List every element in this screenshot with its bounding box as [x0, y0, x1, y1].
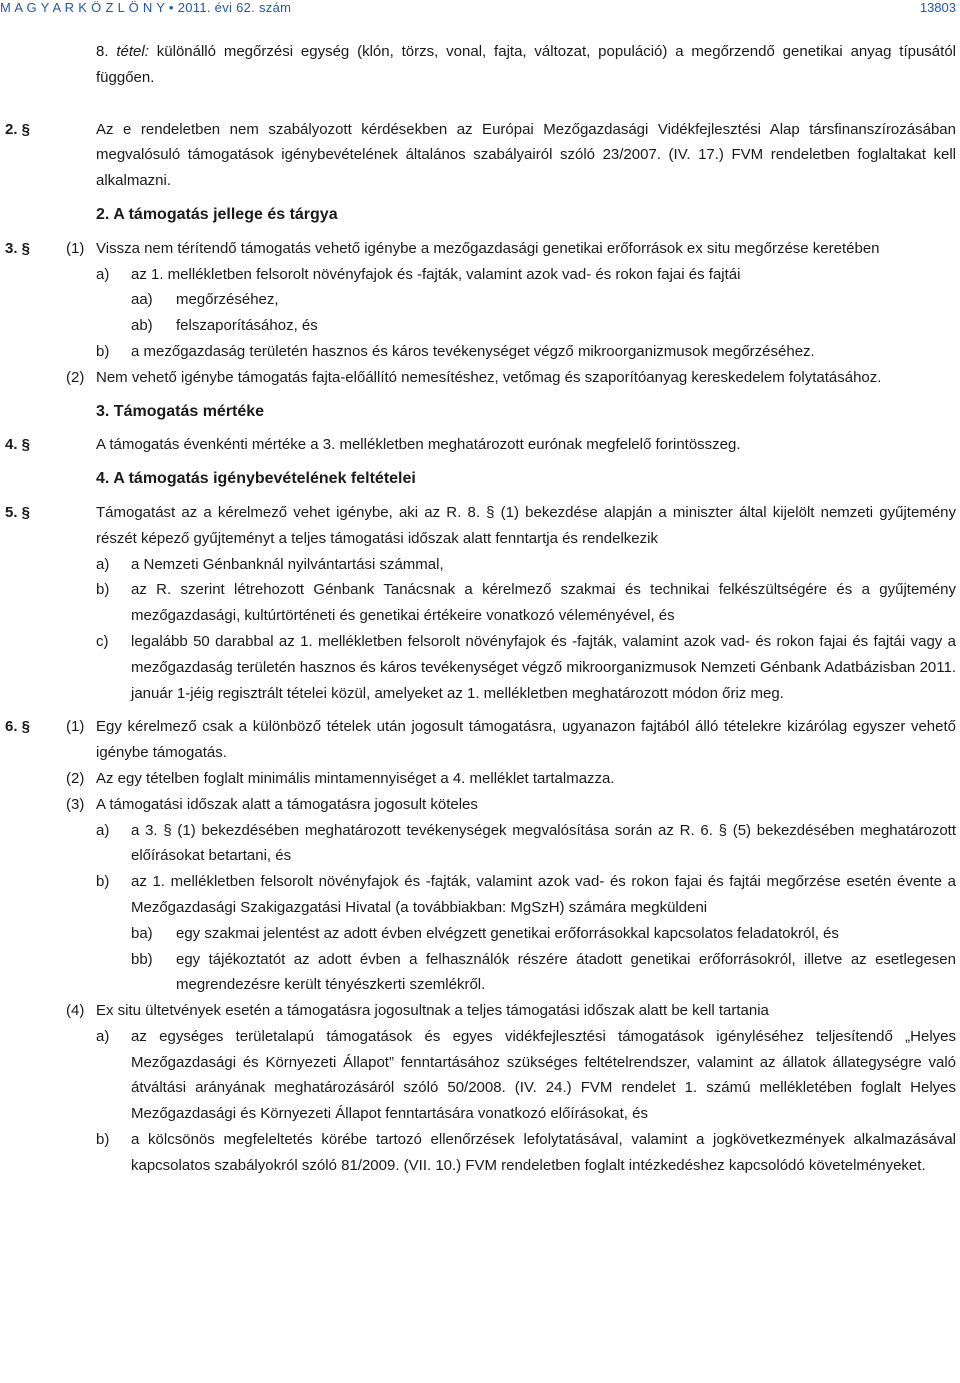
subitem-label: ba) [131, 924, 153, 942]
item-text: az R. szerint létrehozott Génbank Tanácsnak a kérelmező szakmai és technikai felkészültségére és a gyűjtemény mezőgazdasági, kultúrtörténeti és genetikai értékeire vonatkozó véleményével, és [131, 581, 956, 625]
section-6-par2-number: (2) [66, 769, 85, 787]
section-3 [0, 236, 960, 262]
item-label: a) [96, 821, 110, 839]
item-text: az 1. mellékletben felsorolt növényfajok és -fajták, valamint azok vad- és rokon fajai és fajtái [131, 265, 741, 283]
subitem-label: ab) [131, 317, 153, 335]
section-6-par4-number: (4) [66, 1002, 85, 1020]
subitem-text: felszaporításához, és [176, 317, 318, 335]
section-6-par3-text: A támogatási időszak alatt a támogatásra jogosult köteles [96, 795, 478, 813]
section-4 [0, 432, 960, 458]
point-8-term: tétel: [116, 43, 149, 60]
subitem-label: aa) [131, 291, 153, 309]
item-label: b) [96, 1131, 110, 1149]
page-header [0, 0, 960, 18]
section-2-number: 2. § [5, 120, 31, 138]
section-5-item-c [0, 629, 960, 706]
item-label: a) [96, 265, 110, 283]
subitem-text: megőrzéséhez, [176, 291, 279, 309]
section-6-par3-item-bb [0, 947, 960, 999]
section-6-par3 [0, 792, 960, 818]
section-5-text: Támogatást az a kérelmező vehet igénybe, aki az R. 8. § (1) bekezdése alapján a miniszter által kijelölt nemzeti gyűjtemény részét képező gyűjteményt a teljes támogatási időszak alatt fenntartja és rendelkezik [96, 503, 956, 547]
section-6-number: 6. § [5, 718, 31, 736]
section-3-par1-text: Vissza nem térítendő támogatás vehető igénybe a mezőgazdasági genetikai erőforrások ex situ megőrzése keretében [96, 239, 880, 257]
page-number: 13803 [919, 0, 956, 15]
item-label: c) [96, 632, 109, 650]
section-3-par2 [0, 365, 960, 391]
item-text: a 3. § (1) bekezdésében meghatározott tevékenységek megvalósítása során az R. 6. § (5) bekezdésében meghatározott előírásokat betartani, és [131, 821, 956, 865]
heading-4: 4. A támogatás igénybevételének feltételei [96, 470, 416, 488]
section-4-text: A támogatás évenkénti mértéke a 3. mellékletben meghatározott eurónak megfelelő forintösszeg. [96, 436, 741, 454]
section-6-par2-text: Az egy tételben foglalt minimális mintamennyiséget a 4. melléklet tartalmazza. [96, 769, 615, 787]
item-label: a) [96, 1027, 110, 1045]
section-5 [0, 500, 960, 552]
heading-2: 2. A támogatás jellege és tárgya [96, 205, 338, 223]
section-6-par4 [0, 998, 960, 1024]
section-3-item-ab [0, 313, 960, 339]
item-label: a) [96, 555, 110, 573]
item-text: a mezőgazdaság területén hasznos és káros tevékenységet végző mikroorganizmusok megőrzéséhez. [131, 342, 815, 360]
point-8-number: 8. [96, 43, 109, 60]
section-5-item-a [0, 552, 960, 578]
section-3-item-b [0, 339, 960, 365]
section-3-item-aa [0, 287, 960, 313]
section-5-item-b [0, 577, 960, 629]
section-3-item-a [0, 262, 960, 288]
item-text: a Nemzeti Génbanknál nyilvántartási számmal, [131, 555, 444, 573]
section-3-par2-number: (2) [66, 368, 85, 386]
section-6-par3-item-ba [0, 921, 960, 947]
section-3-par2-text: Nem vehető igénybe támogatás fajta-előállító nemesítéshez, vetőmag és szaporítóanyag kereskedelem folytatásához. [96, 368, 882, 386]
section-6 [0, 714, 960, 766]
section-6-par4-item-b [0, 1127, 960, 1179]
section-2 [0, 117, 960, 194]
section-4-number: 4. § [5, 436, 31, 454]
section-3-par1-number: (1) [66, 239, 85, 257]
point-8-text [96, 39, 956, 91]
item-text: a kölcsönös megfeleltetés körébe tartozó ellenőrzések lefolytatásával, valamint a jogkövetkezmények alkalmazásával kapcsolatos szabályokról szóló 81/2009. (VII. 10.) FVM rendeletben foglalt intézkedéshez kapcsolódó követelményeket. [131, 1131, 956, 1174]
subitem-text: egy szakmai jelentést az adott évben elvégzett genetikai erőforrásokkal kapcsolatos feladatokról, és [176, 924, 839, 942]
section-2-text: Az e rendeletben nem szabályozott kérdésekben az Európai Mezőgazdasági Vidékfejlesztési Alap társfinanszírozásában megvalósuló támogatások igénybevételének általános szabályairól szóló 23/2007. (IV. 17.) FVM rendeletben foglaltakat kell alkalmazni. [96, 120, 956, 190]
item-text: legalább 50 darabbal az 1. mellékletben felsorolt növényfajok és -fajták, valamint azok vad- és rokon fajai és fajtái vagy a mezőgazdaság területén hasznos és káros tevékenységet végző mikroorganizmusok Nemzeti Génbank Adatbázisban 2011. január 1-jéig regisztrált tételei közül, amelyeket az 1. mellékletben meghatározott módon őriz meg. [131, 632, 956, 702]
section-5-number: 5. § [5, 503, 31, 521]
subitem-label: bb) [131, 950, 153, 968]
section-6-par3-item-b [0, 869, 960, 921]
subitem-text: egy tájékoztatót az adott évben a felhasználók részére átadott genetikai erőforrásokról, illetve az esetlegesen megrendezésre került tényészkerti szemlékről. [176, 950, 956, 994]
section-6-par4-text: Ex situ ültetvények esetén a támogatásra jogosultnak a teljes támogatási időszak alatt be kell tartania [96, 1002, 769, 1020]
document-body [0, 39, 960, 1179]
item-text: az 1. mellékletben felsorolt növényfajok és -fajták, valamint azok vad- és rokon fajai és fajtái megőrzése esetén évente a Mezőgazdasági Szakigazgatási Hivatal (a továbbiakban: MgSzH) számára megküldeni [131, 873, 956, 916]
point-8-body: különálló megőrzési egység (klón, törzs, vonal, fajta, változat, populáció) a megőrzendő genetikai anyag típusától függően. [96, 43, 956, 86]
section-6-par3-number: (3) [66, 795, 85, 813]
journal-title: M A G Y A R K Ö Z L Ö N Y • 2011. évi 62. szám [0, 0, 292, 15]
section-6-par2 [0, 766, 960, 792]
item-label: b) [96, 342, 110, 360]
section-6-par3-item-a [0, 818, 960, 870]
section-3-number: 3. § [5, 239, 31, 257]
section-6-par4-item-a [0, 1024, 960, 1127]
item-text: az egységes területalapú támogatások és egyes vidékfejlesztési támogatások igényléséhez teljesítendő „Helyes Mezőgazdasági és Környezeti Állapot” fenntartásához szükséges feltételrendszer, valamint az állatok állategységre való átváltási arányának meghatározásáról szóló 50/2008. (IV. 24.) FVM rendelet 1. számú mellékletében foglalt Helyes Mezőgazdasági és Környezeti Állapot fenntartására vonatkozó előírásokat, és [131, 1027, 956, 1123]
item-label: b) [96, 581, 110, 599]
item-label: b) [96, 873, 110, 891]
heading-3: 3. Támogatás mértéke [96, 402, 265, 420]
section-6-par1-text: Egy kérelmező csak a különböző tételek után jogosult támogatásra, ugyanazon fajtából álló tételekre kizárólag egyszer vehető igénybe támogatás. [96, 718, 956, 762]
section-6-par1-number: (1) [66, 718, 85, 736]
point-8 [0, 39, 960, 91]
